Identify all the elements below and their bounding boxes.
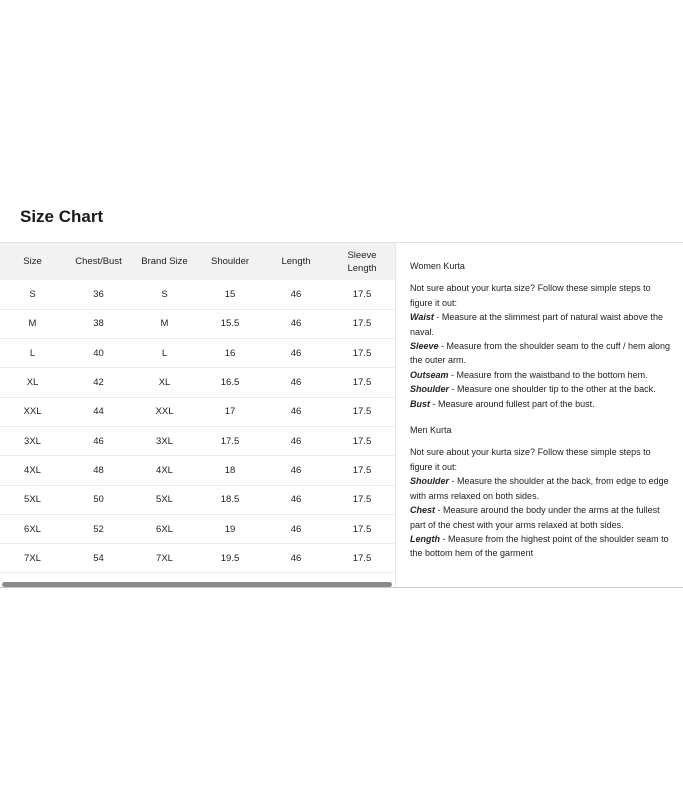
cell-size: XXL bbox=[23, 406, 42, 418]
cell-shoulder: 17 bbox=[224, 406, 236, 418]
table-row bbox=[0, 456, 395, 485]
cell-shoulder: 18 bbox=[224, 464, 236, 476]
cell-length: 46 bbox=[290, 318, 302, 330]
header-chest-bust: Chest/Bust bbox=[75, 256, 122, 267]
cell-brand-size: XXL bbox=[155, 406, 174, 418]
cell-size: 6XL bbox=[24, 523, 41, 535]
cell-sleeve-length: 17.5 bbox=[352, 318, 372, 330]
cell-brand-size: 7XL bbox=[156, 552, 173, 564]
cell-shoulder: 19.5 bbox=[220, 552, 240, 564]
measure-text: - Measure around the body under the arms at the fullest part of the chest with your arms relaxed at both sides. bbox=[410, 505, 660, 530]
cell-sleeve-length: 17.5 bbox=[352, 494, 372, 506]
cell-shoulder: 15 bbox=[224, 288, 236, 300]
table-row bbox=[0, 280, 395, 309]
women-intro: Not sure about your kurta size? Follow these simple steps to figure it out: bbox=[410, 283, 651, 308]
cell-shoulder: 18.5 bbox=[220, 494, 240, 506]
cell-brand-size: L bbox=[161, 347, 168, 359]
cell-brand-size: 6XL bbox=[156, 523, 173, 535]
men-heading: Men Kurta bbox=[410, 425, 452, 436]
cell-size: XL bbox=[26, 377, 39, 389]
cell-brand-size: M bbox=[160, 318, 169, 330]
table-row bbox=[0, 544, 395, 573]
measure-term: Shoulder bbox=[410, 476, 450, 487]
cell-size: 4XL bbox=[24, 464, 41, 476]
measure-term: Bust bbox=[410, 398, 430, 409]
cell-length: 46 bbox=[290, 494, 302, 506]
cell-brand-size: XL bbox=[158, 377, 171, 389]
size-table-container[interactable] bbox=[0, 243, 396, 588]
measure-text: - Measure the shoulder at the back, from edge to edge with arms relaxed on both sides. bbox=[410, 476, 669, 501]
table-row bbox=[0, 368, 395, 397]
women-heading: Women Kurta bbox=[410, 261, 465, 271]
cell-chest-bust: 46 bbox=[93, 435, 104, 447]
header-size: Size bbox=[23, 256, 42, 267]
cell-sleeve-length: 17.5 bbox=[352, 523, 372, 535]
size-chart-panel bbox=[0, 242, 683, 588]
measure-term: Shoulder bbox=[410, 384, 450, 395]
measure-term: Chest bbox=[410, 505, 436, 516]
men-measure-item bbox=[410, 532, 675, 561]
cell-sleeve-length: 17.5 bbox=[352, 288, 372, 300]
cell-length: 46 bbox=[290, 347, 302, 359]
header-length: Length bbox=[281, 256, 311, 267]
measure-text: - Measure around fullest part of the bust. bbox=[430, 398, 595, 409]
cell-brand-size: 5XL bbox=[156, 494, 173, 506]
table-header-row bbox=[0, 243, 395, 280]
cell-size: 7XL bbox=[24, 552, 41, 564]
size-table bbox=[0, 243, 395, 573]
cell-sleeve-length: 17.5 bbox=[352, 406, 372, 418]
women-measure-item bbox=[410, 397, 675, 411]
cell-chest-bust: 44 bbox=[93, 406, 104, 418]
cell-length: 46 bbox=[290, 464, 302, 476]
cell-sleeve-length: 17.5 bbox=[352, 552, 372, 564]
cell-chest-bust: 38 bbox=[93, 318, 104, 330]
table-row bbox=[0, 426, 395, 455]
cell-length: 46 bbox=[290, 523, 302, 535]
measure-text: - Measure at the slimmest part of natural waist above the naval. bbox=[410, 312, 663, 337]
measure-text: - Measure from the shoulder seam to the cuff / hem along the outer arm. bbox=[410, 341, 670, 366]
cell-size: L bbox=[29, 347, 36, 359]
men-measure-item bbox=[410, 474, 675, 503]
cell-sleeve-length: 17.5 bbox=[352, 435, 372, 447]
table-row bbox=[0, 397, 395, 426]
cell-chest-bust: 42 bbox=[93, 377, 104, 389]
cell-size: 5XL bbox=[24, 494, 41, 506]
table-row bbox=[0, 309, 395, 338]
cell-size: 3XL bbox=[24, 435, 41, 447]
cell-length: 46 bbox=[290, 552, 302, 564]
cell-chest-bust: 50 bbox=[93, 494, 104, 506]
cell-length: 46 bbox=[290, 377, 302, 389]
measure-guide bbox=[410, 259, 675, 561]
measure-text: - Measure from the waistband to the bottom hem. bbox=[448, 369, 648, 380]
women-measure-item bbox=[410, 339, 675, 368]
table-row bbox=[0, 339, 395, 368]
men-measure-item bbox=[410, 503, 675, 532]
women-measure-item bbox=[410, 310, 675, 339]
cell-shoulder: 16.5 bbox=[220, 377, 240, 389]
cell-shoulder: 16 bbox=[224, 347, 236, 359]
header-sleeve-length: Sleeve Length bbox=[347, 249, 377, 274]
measure-term: Waist bbox=[410, 312, 434, 323]
cell-sleeve-length: 17.5 bbox=[352, 347, 372, 359]
cell-chest-bust: 40 bbox=[93, 347, 104, 359]
cell-length: 46 bbox=[290, 435, 302, 447]
measure-term: Length bbox=[410, 533, 440, 544]
measure-term: Outseam bbox=[410, 369, 449, 380]
page-title: Size Chart bbox=[20, 207, 104, 226]
men-intro: Not sure about your kurta size? Follow these simple steps to figure it out: bbox=[410, 447, 651, 472]
cell-brand-size: S bbox=[161, 288, 168, 300]
header-brand-size: Brand Size bbox=[141, 256, 188, 267]
cell-sleeve-length: 17.5 bbox=[352, 377, 372, 389]
cell-chest-bust: 54 bbox=[93, 552, 104, 564]
table-row bbox=[0, 514, 395, 543]
cell-size: M bbox=[28, 318, 37, 330]
panel-divider bbox=[0, 587, 683, 588]
measure-term: Sleeve bbox=[410, 341, 439, 352]
measure-text: - Measure from the highest point of the shoulder seam to the bottom hem of the garment bbox=[410, 533, 669, 559]
header-shoulder: Shoulder bbox=[210, 256, 250, 267]
cell-shoulder: 17.5 bbox=[220, 435, 240, 447]
cell-sleeve-length: 17.5 bbox=[352, 464, 372, 476]
cell-size: S bbox=[29, 288, 36, 300]
cell-shoulder: 15.5 bbox=[220, 318, 240, 330]
cell-chest-bust: 48 bbox=[93, 464, 104, 476]
cell-brand-size: 3XL bbox=[156, 435, 173, 447]
table-row bbox=[0, 485, 395, 514]
cell-brand-size: 4XL bbox=[156, 464, 173, 476]
cell-shoulder: 19 bbox=[224, 523, 236, 535]
cell-chest-bust: 36 bbox=[93, 288, 104, 300]
women-measure-item bbox=[410, 368, 675, 382]
measure-text: - Measure one shoulder tip to the other at the back. bbox=[449, 384, 656, 395]
women-measure-item bbox=[410, 382, 675, 396]
cell-length: 46 bbox=[290, 288, 302, 300]
cell-length: 46 bbox=[290, 406, 302, 418]
cell-chest-bust: 52 bbox=[93, 523, 104, 535]
